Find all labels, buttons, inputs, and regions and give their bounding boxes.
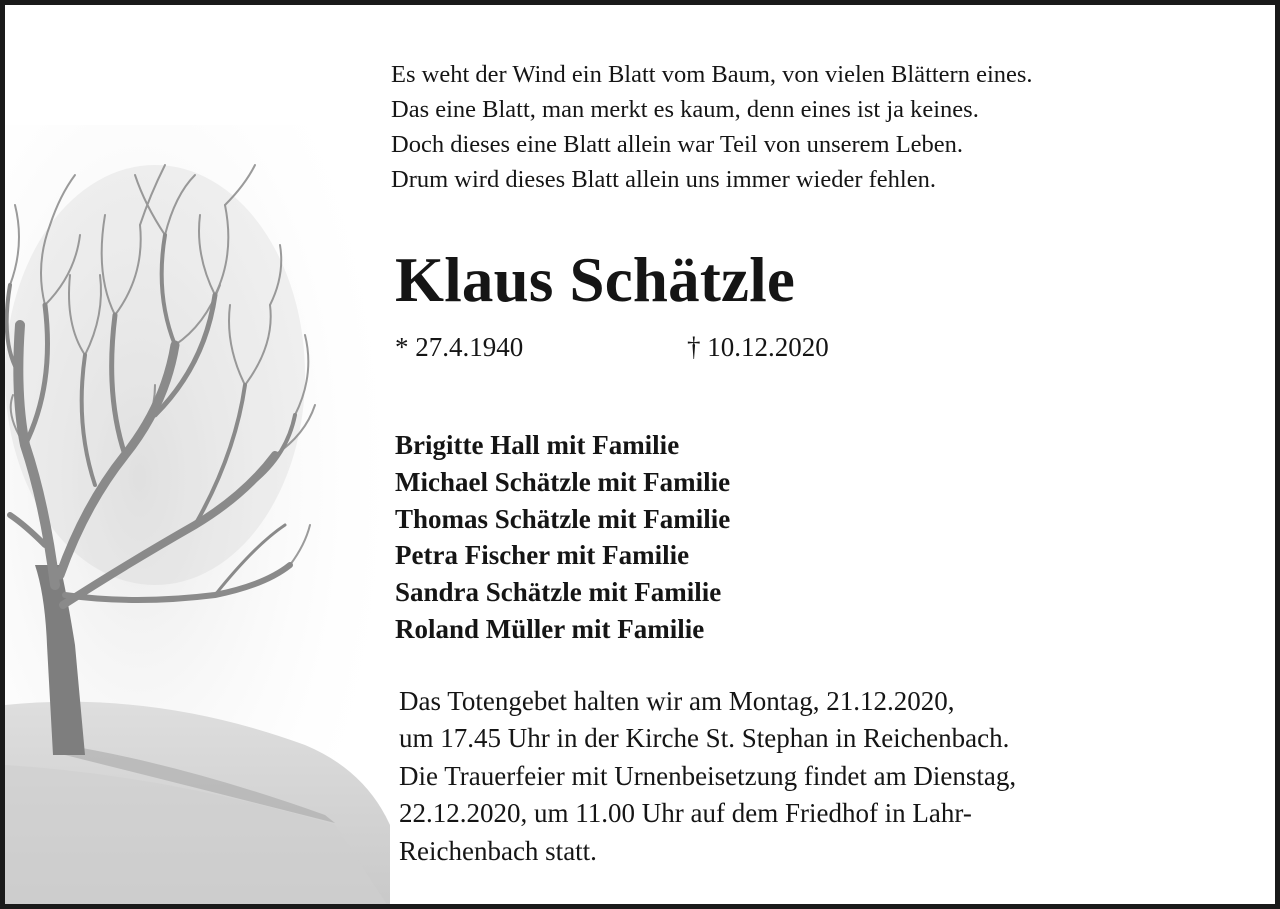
mourner-item: Thomas Schätzle mit Familie xyxy=(395,503,731,534)
mourners-list xyxy=(395,427,730,648)
mourner-item: Sandra Schätzle mit Familie xyxy=(395,577,722,608)
notice-line: um 17.45 Uhr in der Kirche St. Stephan in Reichenbach. xyxy=(399,723,1010,754)
mourner-item: Brigitte Hall mit Familie xyxy=(395,430,680,460)
notice-line: Reichenbach statt. xyxy=(399,835,597,866)
tree-icon xyxy=(5,125,390,909)
birth-date: * 27.4.1940 xyxy=(395,332,524,362)
death-date: † 10.12.2020 xyxy=(687,332,829,362)
notice-line: Die Trauerfeier mit Urnenbeisetzung findet am Dienstag, xyxy=(399,760,1017,791)
mourner-item: Roland Müller mit Familie xyxy=(395,613,705,644)
poem-line: Das eine Blatt, man merkt es kaum, denn eines ist ja keines. xyxy=(391,96,979,123)
service-notice xyxy=(399,683,1016,870)
tree-illustration xyxy=(5,125,390,909)
poem-line: Doch dieses eine Blatt allein war Teil von unserem Leben. xyxy=(391,131,964,158)
notice-line: 22.12.2020, um 11.00 Uhr auf dem Friedhof in Lahr- xyxy=(399,798,972,829)
life-dates xyxy=(395,332,829,363)
deceased-name: Klaus Schätzle xyxy=(395,245,796,315)
mourner-item: Michael Schätzle mit Familie xyxy=(395,466,731,497)
poem xyxy=(391,57,1271,197)
mourner-item: Petra Fischer mit Familie xyxy=(395,540,690,571)
poem-line: Es weht der Wind ein Blatt vom Baum, von vielen Blättern eines. xyxy=(391,61,1033,88)
notice-line: Das Totengebet halten wir am Montag, 21.12.2020, xyxy=(399,686,955,716)
poem-line: Drum wird dieses Blatt allein uns immer wieder fehlen. xyxy=(391,166,936,193)
notice-text xyxy=(391,57,1271,866)
